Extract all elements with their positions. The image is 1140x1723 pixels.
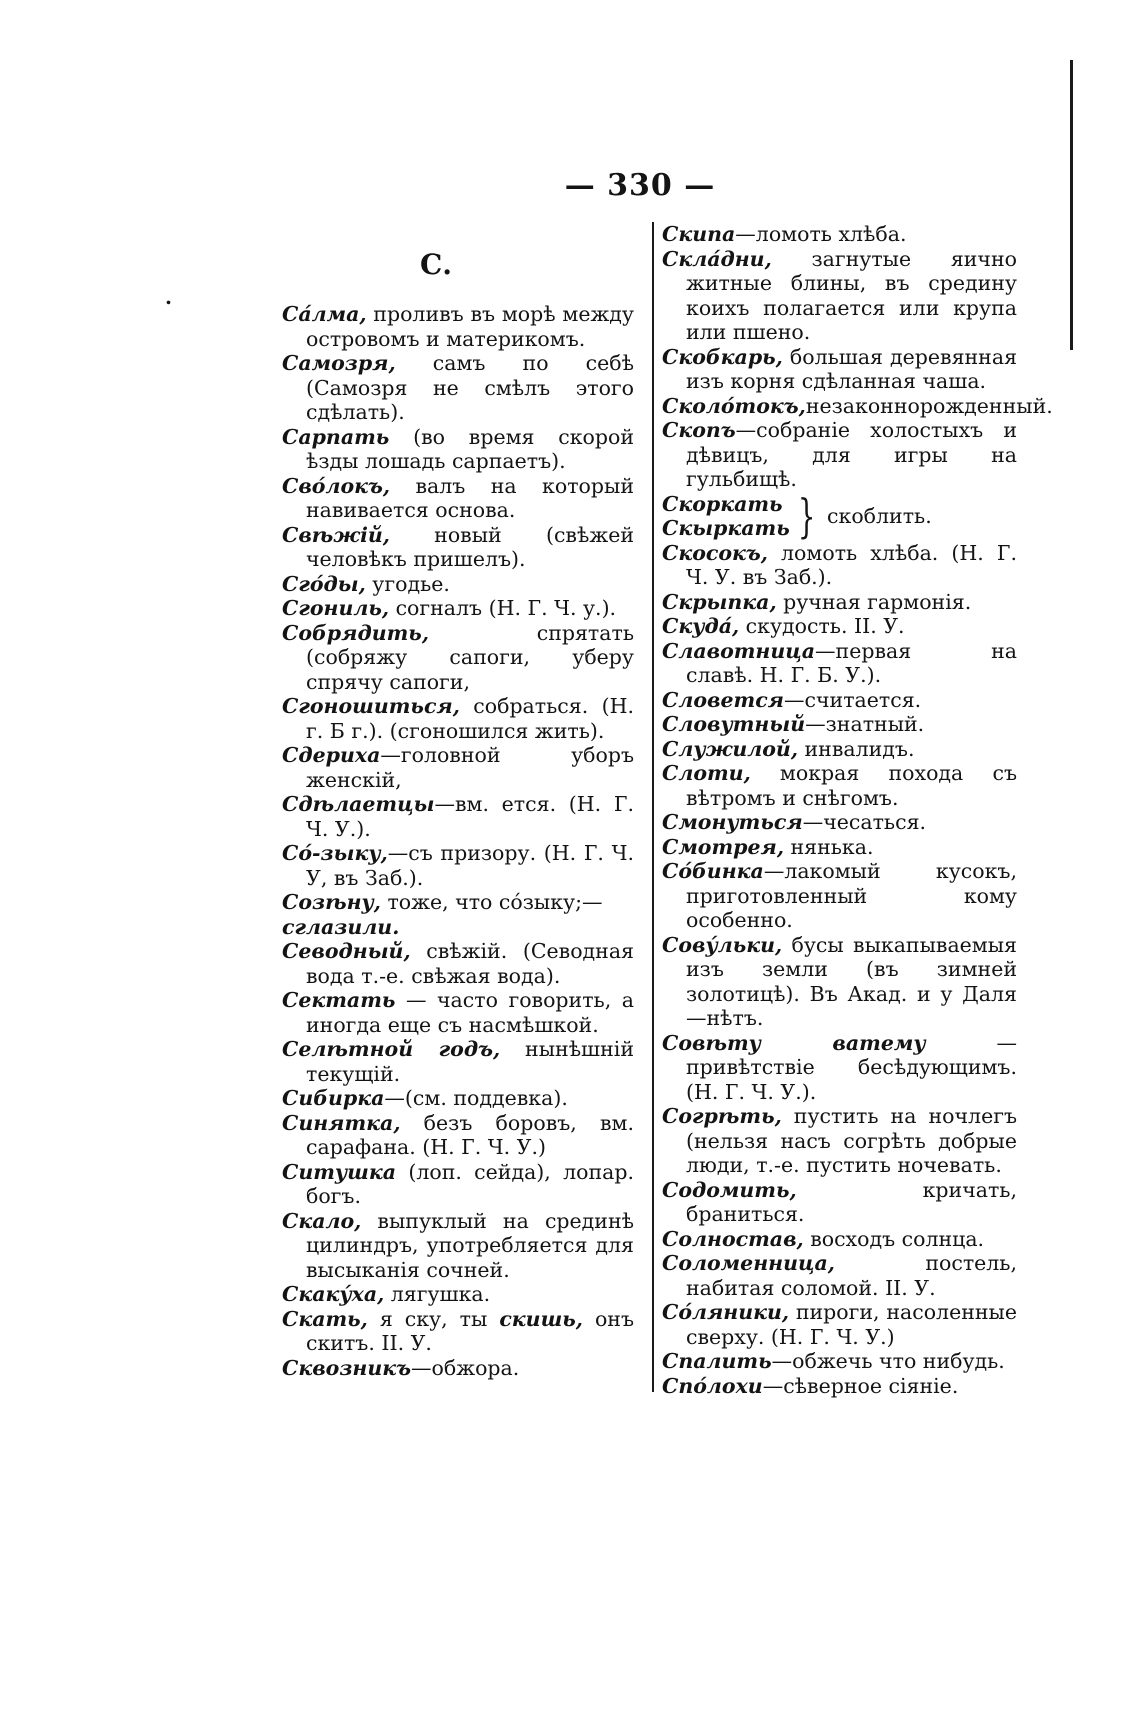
headword: Со́бинка — [662, 859, 764, 883]
definition: проливъ въ морѣ между островомъ и материкомъ. — [306, 302, 634, 351]
definition: —обжора. — [411, 1355, 520, 1380]
definition: нынѣшній текущій. — [306, 1037, 634, 1086]
dictionary-entry — [662, 1251, 1017, 1300]
dictionary-entry — [662, 222, 1017, 247]
dictionary-entry — [282, 1111, 634, 1160]
definition: безъ боровъ, вм. сарафана. (Н. Г. Ч. У.) — [306, 1110, 634, 1159]
headword: Сибирка — [282, 1086, 385, 1110]
headword: Совѣту ватему — [662, 1030, 926, 1055]
definition: (лоп. сейда), лопар. богъ. — [306, 1159, 634, 1208]
dictionary-entry — [662, 614, 1017, 639]
dictionary-entry — [282, 1307, 634, 1356]
section-letter: С. — [420, 248, 453, 281]
headword: Скипа — [662, 222, 736, 246]
definition: восходъ солнца. — [803, 1226, 985, 1251]
dictionary-entry — [282, 1160, 634, 1209]
headword: Са́лма, — [282, 302, 367, 326]
definition: — часто говорить, а иногда еще съ насмѣшкой. — [306, 988, 634, 1037]
headword: скишь, — [499, 1306, 583, 1331]
headword: Скла́дни, — [662, 246, 772, 271]
definition: новый (свѣжей человѣкъ пришелъ). — [306, 522, 634, 571]
definition: скудость. II. У. — [739, 614, 905, 638]
headword: Со́ляники, — [662, 1300, 790, 1324]
definition: —обжечь что нибудь. — [771, 1349, 1005, 1373]
dictionary-entry — [282, 841, 634, 890]
dictionary-entry — [662, 835, 1017, 860]
dictionary-entry — [282, 1282, 634, 1307]
definition: согналъ (Н. Г. Ч. у.). — [389, 596, 617, 620]
headword: Словется — [662, 687, 784, 712]
dictionary-entry — [662, 247, 1017, 345]
page-number: — 330 — — [564, 168, 716, 203]
dictionary-entry — [282, 425, 634, 474]
dictionary-entry — [662, 393, 1053, 419]
headword: Смонуться — [662, 810, 803, 834]
dictionary-entry — [282, 988, 634, 1037]
dictionary-entry — [282, 523, 634, 572]
headword: Созѣну, — [282, 890, 381, 914]
headword: Согрѣть, — [662, 1104, 782, 1128]
definition: —съ призору. (Н. Г. Ч. У, въ Заб.). — [306, 841, 634, 890]
dictionary-entry — [662, 737, 1017, 762]
definition: —считается. — [784, 687, 922, 712]
dictionary-entry — [662, 933, 1017, 1031]
dictionary-entry — [662, 810, 1017, 835]
dictionary-entry — [282, 1356, 634, 1381]
definition: самъ по себѣ (Самозря не смѣлъ этого сдѣлать). — [306, 351, 634, 424]
dictionary-entry — [282, 572, 634, 597]
headword: Скуда́, — [662, 614, 740, 638]
headword: Скать, — [282, 1306, 368, 1331]
headword: Селѣтной годъ, — [282, 1037, 501, 1061]
dictionary-entry — [662, 688, 1017, 713]
definition: (во время скорой ѣзды лошадь сарпаетъ). — [306, 424, 634, 473]
dictionary-entry — [662, 712, 1017, 737]
definition: валъ на который навивается основа. — [306, 473, 634, 522]
headword: Ситушка — [282, 1159, 397, 1184]
headword: Сарпать — [282, 424, 390, 449]
definition: выпуклый на срединѣ цилиндръ, употребляется для высыканія сочней. — [306, 1208, 634, 1282]
headword: Скопъ — [662, 418, 736, 442]
headword: Сгониль, — [282, 596, 390, 620]
headword: Свѣжій, — [282, 522, 390, 547]
definition: —(см. поддевка). — [384, 1086, 568, 1110]
headword: Скосокъ, — [662, 540, 768, 565]
definition: пустить на ночлегъ (нельзя насъ согрѣть добрые люди, т.-е. пустить ночевать. — [686, 1104, 1017, 1177]
left-column — [282, 302, 634, 1380]
definition: —ломоть хлѣба. — [735, 222, 907, 246]
definition: пироги, насоленные сверху. (Н. Г. Ч. У.) — [686, 1300, 1017, 1349]
headword: Скало, — [282, 1208, 362, 1233]
headword: Собрядить, — [282, 620, 429, 645]
headword: Спо́лохи — [662, 1373, 763, 1398]
headword: Слоти, — [662, 761, 751, 785]
brace-icon: } — [797, 489, 816, 543]
headword: Со́-зыку, — [282, 841, 388, 865]
definition: нянька. — [784, 834, 874, 859]
definition: — привѣтствіе бесѣдующимъ. (Н. Г. Ч. У.). — [686, 1030, 1017, 1104]
definition: ручная гармонія. — [776, 589, 972, 614]
headword: Солностав, — [662, 1226, 804, 1251]
headword: Сво́локъ, — [282, 473, 391, 498]
dictionary-entry — [282, 1209, 634, 1283]
dictionary-entry — [282, 474, 634, 523]
headword: Сдѣлаетцы — [282, 792, 435, 816]
headword: Содомить, — [662, 1177, 797, 1202]
dictionary-entry — [282, 351, 634, 425]
headword: Сектать — [282, 988, 396, 1012]
headword: Славотница — [662, 638, 816, 663]
headword: Скобкарь, — [662, 344, 783, 369]
definition: загнутые яично житные блины, въ средину коихъ полагается или крупа или пшено. — [686, 246, 1017, 344]
dictionary-entry — [282, 890, 634, 915]
definition: —первая на славѣ. Н. Г. Б. У.). — [686, 638, 1017, 687]
dictionary-entry — [662, 1031, 1017, 1105]
definition: большая деревянная изъ корня сдѣланная чаша. — [686, 344, 1017, 393]
headword: Смотрея, — [662, 834, 784, 859]
dictionary-entry — [662, 1104, 1017, 1178]
dictionary-entry — [282, 1086, 634, 1111]
headword: Скыркать — [662, 516, 790, 540]
definition: —лакомый кусокъ, приготовленный кому особенно. — [686, 859, 1017, 932]
dictionary-entry — [282, 792, 634, 841]
definition: спрятать (собряжу сапоги, уберу спрячу сапоги, — [306, 620, 634, 694]
definition: лягушка. — [384, 1282, 491, 1306]
headword: Скрыпка, — [662, 589, 777, 614]
dictionary-entry — [282, 939, 634, 988]
definition: тоже, что со́зыку;— — [380, 890, 603, 914]
dictionary-entry — [282, 1037, 634, 1086]
dictionary-entry — [662, 761, 1017, 810]
brace-headwords — [662, 492, 790, 541]
headword: Скаку́ха, — [282, 1282, 385, 1306]
definition: инвалидъ. — [797, 736, 915, 761]
definition: скоблить. — [827, 503, 932, 528]
right-column — [662, 222, 1053, 1398]
dictionary-entry — [662, 859, 1017, 933]
dictionary-entry — [282, 621, 634, 695]
dictionary-entry — [282, 743, 634, 792]
definition: кричать, браниться. — [686, 1177, 1017, 1226]
definition: ломоть хлѣба. (Н. Г. Ч. У. въ Заб.). — [686, 540, 1017, 589]
headword: Сову́льки, — [662, 932, 783, 957]
headword: Сквозникъ — [282, 1355, 412, 1380]
headword: Служилой, — [662, 736, 798, 761]
definition: —знатный. — [805, 712, 925, 736]
dictionary-entry — [662, 345, 1017, 394]
dictionary-entry — [282, 694, 634, 743]
page-edge-line — [1070, 60, 1073, 350]
definition: —собраніе холостыхъ и дѣвицъ, для игры на гульбищѣ. — [686, 418, 1017, 491]
dictionary-entry — [282, 302, 634, 351]
definition: я ску, ты — [367, 1306, 500, 1331]
headword: Словутный — [662, 712, 806, 736]
definition: —головной уборъ женскій, — [306, 743, 634, 792]
headword: Сго́ды, — [282, 571, 366, 596]
headword: сглазили. — [282, 914, 400, 939]
definition: мокрая похода съ вѣтромъ и снѣгомъ. — [686, 761, 1017, 810]
headword: Сгоношиться, — [282, 694, 460, 718]
headword: Спалить — [662, 1349, 772, 1373]
definition: —чесаться. — [802, 810, 927, 834]
definition: свѣжій. (Севодная вода т.-е. свѣжая вода). — [306, 939, 634, 988]
headword: Сколо́токъ, — [662, 393, 806, 418]
definition: угодье. — [365, 571, 450, 596]
stray-mark: . — [165, 285, 172, 309]
headword: Самозря, — [282, 351, 396, 375]
definition: —вм. ется. (Н. Г. Ч. У.). — [306, 792, 634, 841]
dictionary-entry — [662, 1300, 1017, 1349]
dictionary-entry — [282, 596, 634, 621]
definition: постель, набитая соломой. II. У. — [686, 1251, 1017, 1300]
dictionary-entry — [282, 915, 634, 940]
definition: бусы выкапываемыя изъ земли (въ зимней золотицѣ). Въ Акад. и у Даля—нѣтъ. — [686, 932, 1017, 1030]
dictionary-entry — [662, 541, 1017, 590]
column-divider — [652, 222, 654, 1392]
definition: собраться. (Н. г. Б г.). (сгоношился жить). — [306, 694, 634, 743]
headword: Скоркать — [662, 491, 783, 516]
dictionary-entry — [662, 590, 1017, 615]
dictionary-entry — [662, 639, 1017, 688]
headword: Синятка, — [282, 1110, 401, 1135]
dictionary-entry — [662, 1227, 1017, 1252]
headword: Севодный, — [282, 939, 411, 963]
definition: онъ скитъ. II. У. — [306, 1306, 634, 1355]
dictionary-entry — [662, 418, 1017, 492]
definition: —сѣверное сіяніе. — [762, 1373, 959, 1398]
definition: незаконнорожденный. — [805, 393, 1053, 418]
headword: Соломенница, — [662, 1251, 835, 1275]
dictionary-entry — [662, 1178, 1017, 1227]
dictionary-entry — [662, 1374, 1017, 1399]
dictionary-entry — [662, 1349, 1017, 1374]
brace-entry — [662, 489, 1017, 543]
headword: Сдериха — [282, 743, 381, 767]
